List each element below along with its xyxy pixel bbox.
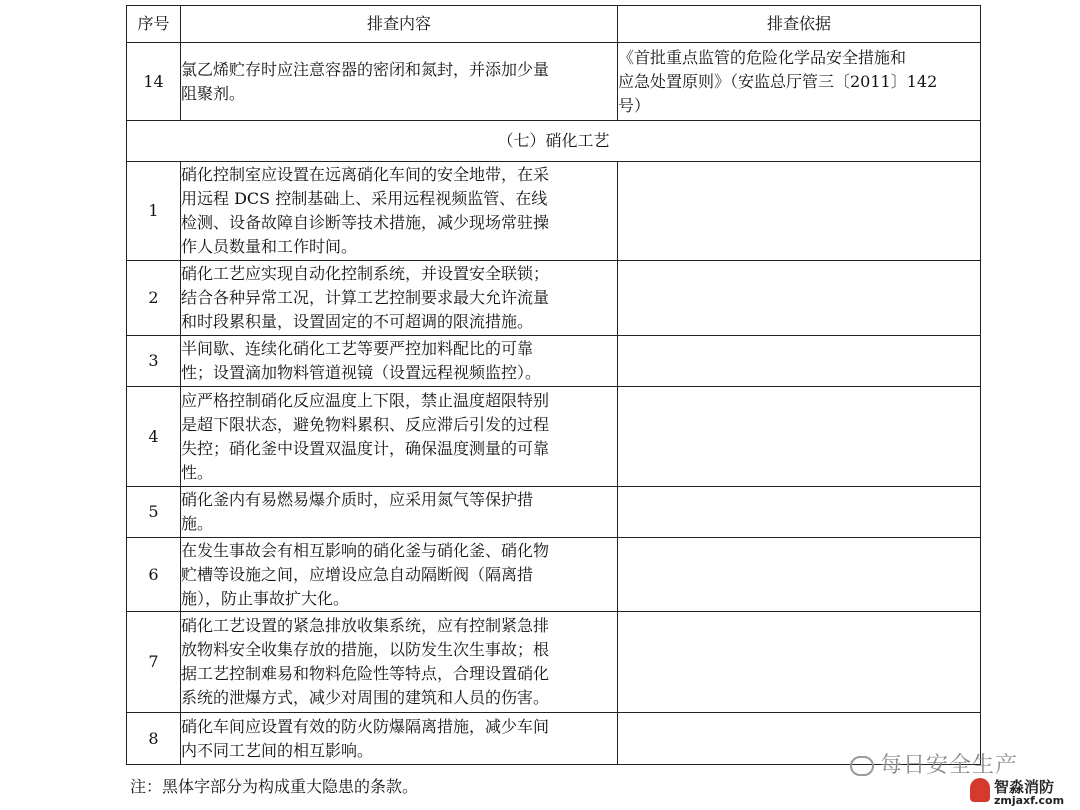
content-line: 用远程 DCS 控制基础上、采用远程视频监管、在线	[181, 189, 548, 208]
flame-logo-icon	[970, 778, 990, 802]
row-basis	[618, 162, 981, 261]
content-line: 作人员数量和工作时间。	[181, 237, 358, 256]
chat-bubble-icon	[850, 756, 874, 776]
content-line: 内不同工艺间的相互影响。	[181, 740, 374, 760]
content-line: 施。	[181, 514, 214, 533]
row-basis	[618, 487, 981, 538]
table-row	[127, 162, 981, 261]
section-title: （七）硝化工艺	[127, 121, 981, 162]
row-basis	[618, 336, 981, 387]
row-content	[181, 336, 618, 387]
row-num: 3	[127, 336, 181, 387]
table-row	[127, 612, 981, 713]
content-line: 半间歇、连续化硝化工艺等要严控加料配比的可靠	[181, 339, 534, 358]
basis-line: 号）	[618, 95, 651, 115]
content-line: 检测、设备故障自诊断等技术措施，减少现场常驻操	[181, 213, 550, 232]
row-content	[181, 612, 618, 713]
footnote: 注：黑体字部分为构成重大隐患的条款。	[130, 777, 419, 796]
row-content	[181, 713, 618, 765]
table-row	[127, 43, 981, 121]
row-num: 14	[127, 43, 181, 121]
content-line: 施），防止事故扩大化。	[181, 588, 350, 608]
content-line: 失控；硝化釜中设置双温度计，确保温度测量的可靠	[181, 438, 550, 458]
row-basis	[618, 612, 981, 713]
row-num: 5	[127, 487, 181, 538]
row-content	[181, 387, 618, 487]
checklist-table	[126, 5, 981, 765]
table-row	[127, 387, 981, 487]
content-line: 贮槽等设施之间，应增设应急自动隔断阀（隔离措	[181, 564, 534, 584]
table-row	[127, 336, 981, 387]
brand-name: 智淼消防	[994, 778, 1055, 796]
content-line: 是超下限状态，避免物料累积、反应滞后引发的过程	[181, 414, 550, 434]
row-basis	[618, 261, 981, 336]
content-line: 氯乙烯贮存时应注意容器的密闭和氮封，并添加少量	[181, 59, 550, 79]
content-line: 据工艺控制难易和物料危险性等特点，合理设置硝化	[181, 664, 550, 683]
content-line: 放物料安全收集存放的措施，以防发生次生事故；根	[181, 640, 550, 659]
header-content: 排查内容	[181, 6, 618, 43]
row-num: 2	[127, 261, 181, 336]
row-num: 7	[127, 612, 181, 713]
row-basis	[618, 538, 981, 612]
row-basis	[618, 43, 981, 121]
header-num: 序号	[127, 6, 181, 43]
content-line: 应严格控制硝化反应温度上下限，禁止温度超限特别	[181, 390, 550, 410]
brand-url: zmjaxf.com	[994, 794, 1065, 807]
content-line: 在发生事故会有相互影响的硝化釜与硝化釜、硝化物	[181, 540, 550, 560]
row-num: 8	[127, 713, 181, 765]
content-line: 硝化车间应设置有效的防火防爆隔离措施，减少车间	[181, 716, 550, 736]
channel-name: 每日安全生产	[880, 753, 1019, 778]
content-line: 硝化釜内有易燃易爆介质时，应采用氮气等保护措	[181, 490, 534, 509]
content-line: 系统的泄爆方式，减少对周围的建筑和人员的伤害。	[181, 688, 550, 707]
row-content	[181, 487, 618, 538]
row-num: 4	[127, 387, 181, 487]
row-content	[181, 43, 618, 121]
row-content	[181, 261, 618, 336]
content-line: 和时段累积量，设置固定的不可超调的限流措施。	[181, 312, 534, 331]
row-num: 1	[127, 162, 181, 261]
section-row	[127, 121, 981, 162]
header-basis: 排查依据	[618, 6, 981, 43]
row-num: 6	[127, 538, 181, 612]
table-row	[127, 487, 981, 538]
table-row	[127, 538, 981, 612]
row-content	[181, 538, 618, 612]
row-basis	[618, 387, 981, 487]
content-line: 性；设置滴加物料管道视镜（设置远程视频监控）。	[181, 363, 542, 382]
header-row	[127, 6, 981, 43]
content-line: 硝化工艺应实现自动化控制系统，并设置安全联锁；	[181, 264, 550, 283]
table-row	[127, 261, 981, 336]
basis-line: 应急处置原则》（安监总厅管三〔2011〕142	[618, 71, 938, 91]
content-line: 结合各种异常工况，计算工艺控制要求最大允许流量	[181, 288, 550, 307]
content-line: 硝化工艺设置的紧急排放收集系统，应有控制紧急排	[181, 616, 550, 635]
brand-watermark	[970, 774, 1080, 810]
content-line: 性。	[181, 462, 214, 482]
content-line: 阻聚剂。	[181, 83, 246, 103]
content-line: 硝化控制室应设置在远离硝化车间的安全地带，在采	[181, 165, 550, 184]
basis-line: 《首批重点监管的危险化学品安全措施和	[618, 47, 907, 67]
row-content	[181, 162, 618, 261]
